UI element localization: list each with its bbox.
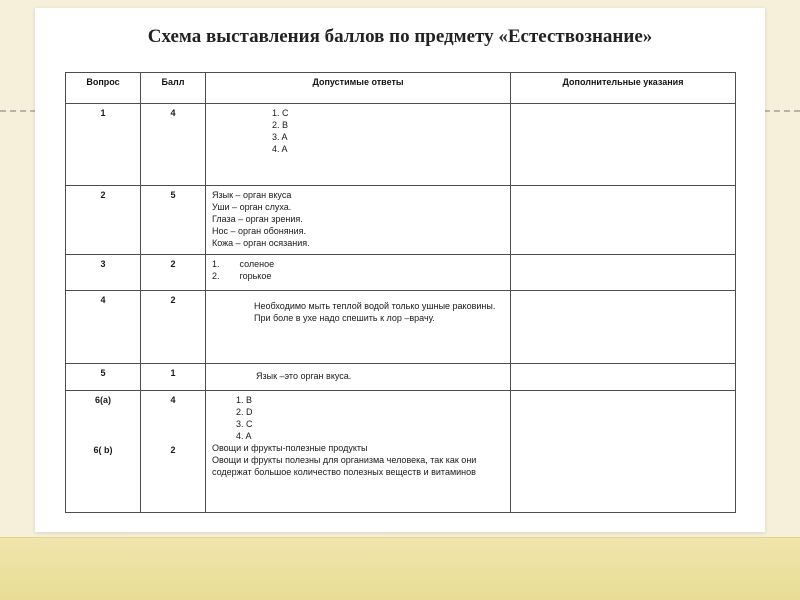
notes-cell [511, 291, 736, 364]
answer-line: 3. C [236, 419, 253, 429]
answers-cell [206, 291, 511, 364]
table-row-5 [66, 364, 736, 391]
answer-line: 2. горькое [212, 271, 272, 281]
scoring-table [65, 72, 736, 513]
notes-cell [511, 391, 736, 513]
col-header-question: Вопрос [66, 73, 141, 104]
points-cell [141, 391, 206, 513]
points-cell: 2 [141, 255, 206, 291]
notes-cell [511, 364, 736, 391]
table-row-3 [66, 255, 736, 291]
question-cell: 5 [66, 364, 141, 391]
table-row-4 [66, 291, 736, 364]
answer-line: 1. соленое [212, 259, 275, 269]
answer-line: Овощи и фрукты полезны для организма человека, так как они [212, 455, 477, 465]
question-cell: 1 [66, 104, 141, 186]
table-row-1 [66, 104, 736, 186]
col-header-answers: Допустимые ответы [206, 73, 511, 104]
points-cell: 5 [141, 186, 206, 255]
answer-line: 2. B [272, 120, 289, 130]
question-cell [66, 391, 141, 513]
answer-line: При боле в ухе надо спешить к лор –врачу. [254, 313, 435, 323]
answer-line: 3. A [272, 132, 288, 142]
table-row-2 [66, 186, 736, 255]
notes-cell [511, 255, 736, 291]
answer-line: Глаза – орган зрения. [212, 214, 303, 224]
notes-cell [511, 186, 736, 255]
points-6a-value: 4 [170, 395, 176, 405]
notes-cell [511, 104, 736, 186]
answer-line: содержат большое количество полезных веществ и витаминов [212, 467, 476, 477]
answer-line: 2. D [236, 407, 253, 417]
answers-cell [206, 391, 511, 513]
answers-cell [206, 364, 511, 391]
answers-cell [206, 186, 511, 255]
points-cell: 2 [141, 291, 206, 364]
bottom-accent-band [0, 537, 800, 600]
question-cell: 4 [66, 291, 141, 364]
col-header-points: Балл [141, 73, 206, 104]
question-6b-label: 6( b) [93, 445, 113, 455]
answers-cell [206, 255, 511, 291]
answer-line: Язык – орган вкуса [212, 190, 292, 200]
header-row [66, 73, 736, 104]
answers-cell [206, 104, 511, 186]
question-cell: 2 [66, 186, 141, 255]
col-header-notes: Дополнительные указания [511, 73, 736, 104]
points-cell: 1 [141, 364, 206, 391]
points-cell: 4 [141, 104, 206, 186]
answer-line: Овощи и фрукты-полезные продукты [212, 443, 368, 453]
answer-line: Язык –это орган вкуса. [256, 371, 352, 381]
answer-line: Уши – орган слуха. [212, 202, 292, 212]
answer-line: Кожа – орган осязания. [212, 238, 310, 248]
answer-line: Нос – орган обоняния. [212, 226, 306, 236]
answer-line: Необходимо мыть теплой водой только ушные раковины. [254, 301, 496, 311]
question-cell: 3 [66, 255, 141, 291]
answer-line: 4. A [236, 431, 252, 441]
answer-line: 4. A [272, 144, 288, 154]
content-panel [35, 8, 765, 532]
slide-title: Схема выставления баллов по предмету «Естествознание» [147, 26, 653, 47]
answer-line: 1. B [236, 395, 253, 405]
answer-line: 1. C [272, 108, 289, 118]
points-6b-value: 2 [170, 445, 176, 455]
question-6a-label: 6(а) [94, 395, 111, 405]
table-row-6 [66, 391, 736, 513]
